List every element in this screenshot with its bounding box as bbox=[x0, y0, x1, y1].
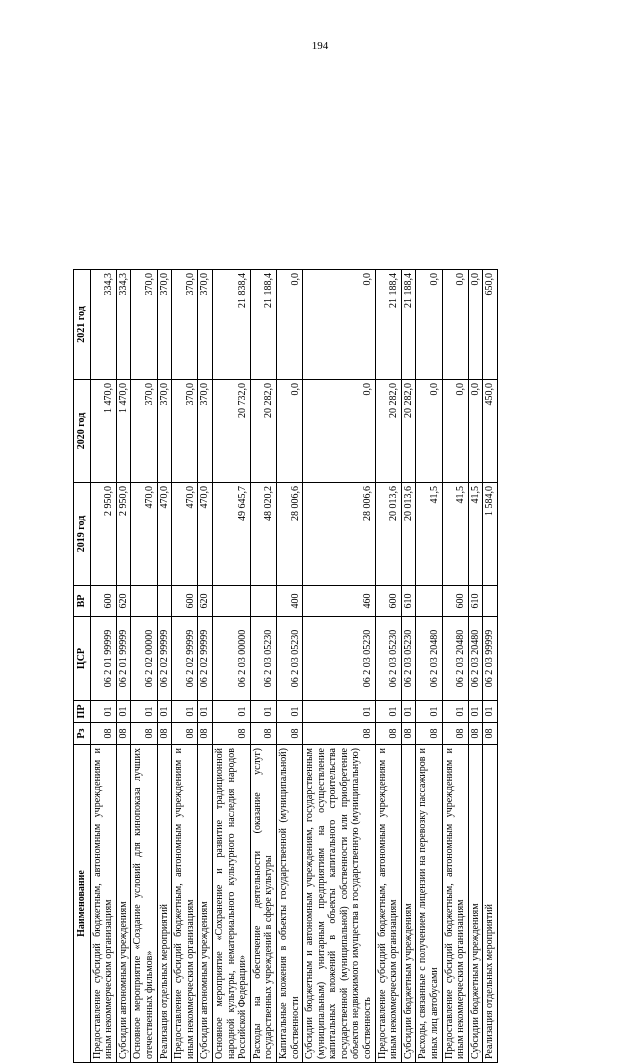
cell-name: Реализация отдельных мероприятий bbox=[157, 745, 172, 1063]
cell-name: Субсидии автономным учреждениям bbox=[116, 745, 131, 1063]
cell-csr: 06 2 02 99999 bbox=[157, 617, 172, 701]
cell-2019: 20 013,6 bbox=[375, 483, 401, 586]
cell-2021: 0,0 bbox=[468, 270, 483, 380]
cell-rz: 08 bbox=[416, 723, 442, 745]
table-row bbox=[131, 270, 157, 1063]
cell-pr: 01 bbox=[276, 701, 302, 723]
cell-2020: 20 282,0 bbox=[375, 380, 401, 483]
cell-csr: 06 2 02 99999 bbox=[172, 617, 198, 701]
cell-2021: 0,0 bbox=[276, 270, 302, 380]
cell-2021: 370,0 bbox=[157, 270, 172, 380]
cell-csr: 06 2 03 20480 bbox=[416, 617, 442, 701]
budget-table bbox=[73, 269, 498, 1063]
cell-rz: 08 bbox=[212, 723, 250, 745]
cell-2020: 370,0 bbox=[172, 380, 198, 483]
cell-2021: 370,0 bbox=[172, 270, 198, 380]
cell-2020: 0,0 bbox=[468, 380, 483, 483]
cell-2019: 470,0 bbox=[157, 483, 172, 586]
cell-2019: 470,0 bbox=[131, 483, 157, 586]
cell-2020: 0,0 bbox=[276, 380, 302, 483]
header-csr: ЦСР bbox=[74, 617, 91, 701]
cell-vr: 600 bbox=[90, 586, 116, 617]
cell-rz: 08 bbox=[157, 723, 172, 745]
cell-pr: 01 bbox=[90, 701, 116, 723]
cell-name: Предоставление субсидий бюджетным, автономным учреждениям и иным некоммерческим организациям bbox=[90, 745, 116, 1063]
cell-pr: 01 bbox=[442, 701, 468, 723]
cell-rz: 08 bbox=[172, 723, 198, 745]
cell-2020: 370,0 bbox=[198, 380, 213, 483]
cell-2019: 41,5 bbox=[442, 483, 468, 586]
cell-2021: 0,0 bbox=[442, 270, 468, 380]
cell-2020: 1 470,0 bbox=[90, 380, 116, 483]
cell-pr: 01 bbox=[250, 701, 276, 723]
cell-vr: 460 bbox=[303, 586, 376, 617]
cell-csr: 06 2 01 99999 bbox=[116, 617, 131, 701]
table-row bbox=[90, 270, 116, 1063]
cell-rz: 08 bbox=[131, 723, 157, 745]
cell-2020: 370,0 bbox=[131, 380, 157, 483]
cell-csr: 06 2 03 05230 bbox=[250, 617, 276, 701]
cell-name: Основное мероприятие «Сохранение и развитие традиционной народной культуры, нематериального культурного наследия народов Российской Федерации» bbox=[212, 745, 250, 1063]
cell-name: Основное мероприятие «Создание условий для кинопоказа лучших отечественных фильмов» bbox=[131, 745, 157, 1063]
table-row bbox=[116, 270, 131, 1063]
header-name: Наименование bbox=[74, 745, 91, 1063]
cell-2021: 370,0 bbox=[131, 270, 157, 380]
table-row bbox=[250, 270, 276, 1063]
cell-vr: 600 bbox=[375, 586, 401, 617]
cell-name: Реализация отдельных мероприятий bbox=[483, 745, 498, 1063]
cell-csr: 06 2 03 05230 bbox=[276, 617, 302, 701]
cell-pr: 01 bbox=[116, 701, 131, 723]
header-2021: 2021 год bbox=[74, 270, 91, 380]
cell-rz: 08 bbox=[401, 723, 416, 745]
header-2020: 2020 год bbox=[74, 380, 91, 483]
cell-2020: 0,0 bbox=[442, 380, 468, 483]
header-rz: Рз bbox=[74, 723, 91, 745]
cell-2021: 370,0 bbox=[198, 270, 213, 380]
cell-rz: 08 bbox=[483, 723, 498, 745]
table-header-row bbox=[74, 270, 91, 1063]
table-row bbox=[375, 270, 401, 1063]
cell-name: Субсидии бюджетным и автономным учреждениям, государственным (муниципальным) унитарным предприятиям на осуществление капитальных вложений в объекты капитального строительства государственной (муниципальной) собственности или приобретение объектов недвижимого имущества в государственную (муниципальную) собственность bbox=[303, 745, 376, 1063]
cell-csr: 06 2 03 05230 bbox=[401, 617, 416, 701]
cell-rz: 08 bbox=[303, 723, 376, 745]
cell-name: Предоставление субсидий бюджетным, автономным учреждениям и иным некоммерческим организациям bbox=[172, 745, 198, 1063]
cell-2021: 0,0 bbox=[303, 270, 376, 380]
cell-pr: 01 bbox=[401, 701, 416, 723]
cell-csr: 06 2 03 05230 bbox=[375, 617, 401, 701]
cell-vr: 620 bbox=[198, 586, 213, 617]
cell-vr: 610 bbox=[401, 586, 416, 617]
cell-2020: 20 732,0 bbox=[212, 380, 250, 483]
cell-rz: 08 bbox=[276, 723, 302, 745]
table-row bbox=[401, 270, 416, 1063]
cell-rz: 08 bbox=[468, 723, 483, 745]
cell-pr: 01 bbox=[483, 701, 498, 723]
cell-rz: 08 bbox=[442, 723, 468, 745]
cell-rz: 08 bbox=[90, 723, 116, 745]
page-number: 194 bbox=[311, 40, 329, 52]
cell-2021: 21 188,4 bbox=[375, 270, 401, 380]
table-row bbox=[172, 270, 198, 1063]
cell-vr bbox=[131, 586, 157, 617]
cell-rz: 08 bbox=[250, 723, 276, 745]
table-row bbox=[157, 270, 172, 1063]
cell-2019: 28 006,6 bbox=[303, 483, 376, 586]
cell-csr: 06 2 03 20480 bbox=[468, 617, 483, 701]
cell-pr: 01 bbox=[375, 701, 401, 723]
header-pr: ПР bbox=[74, 701, 91, 723]
cell-csr: 06 2 01 99999 bbox=[90, 617, 116, 701]
cell-2020: 0,0 bbox=[303, 380, 376, 483]
cell-2021: 21 838,4 bbox=[212, 270, 250, 380]
table-row bbox=[212, 270, 250, 1063]
cell-pr: 01 bbox=[157, 701, 172, 723]
cell-name: Капитальные вложения в объекты государственной (муниципальной) собственности bbox=[276, 745, 302, 1063]
table-row bbox=[303, 270, 376, 1063]
cell-name: Предоставление субсидий бюджетным, автономным учреждениям и иным некоммерческим организациям bbox=[375, 745, 401, 1063]
cell-csr: 06 2 02 00000 bbox=[131, 617, 157, 701]
cell-name: Субсидии бюджетным учреждениям bbox=[401, 745, 416, 1063]
cell-2021: 21 188,4 bbox=[250, 270, 276, 380]
cell-vr: 600 bbox=[442, 586, 468, 617]
cell-2020: 370,0 bbox=[157, 380, 172, 483]
cell-vr bbox=[483, 586, 498, 617]
table-row bbox=[416, 270, 442, 1063]
cell-2021: 334,3 bbox=[90, 270, 116, 380]
cell-csr: 06 2 02 99999 bbox=[198, 617, 213, 701]
cell-name: Расходы, связанные с получением лицензии на перевозку пассажиров и иных лиц автобусами bbox=[416, 745, 442, 1063]
cell-2019: 41,5 bbox=[416, 483, 442, 586]
cell-vr bbox=[157, 586, 172, 617]
table-body bbox=[90, 270, 497, 1063]
cell-2019: 28 006,6 bbox=[276, 483, 302, 586]
table-row bbox=[483, 270, 498, 1063]
cell-pr: 01 bbox=[198, 701, 213, 723]
cell-rz: 08 bbox=[116, 723, 131, 745]
cell-2020: 20 282,0 bbox=[250, 380, 276, 483]
cell-vr: 600 bbox=[172, 586, 198, 617]
cell-2019: 20 013,6 bbox=[401, 483, 416, 586]
cell-vr bbox=[212, 586, 250, 617]
cell-2021: 650,0 bbox=[483, 270, 498, 380]
cell-pr: 01 bbox=[416, 701, 442, 723]
cell-2020: 450,0 bbox=[483, 380, 498, 483]
cell-rz: 08 bbox=[375, 723, 401, 745]
cell-2019: 49 645,7 bbox=[212, 483, 250, 586]
cell-2019: 41,5 bbox=[468, 483, 483, 586]
table-row bbox=[468, 270, 483, 1063]
cell-name: Субсидии автономным учреждениям bbox=[198, 745, 213, 1063]
cell-name: Субсидии бюджетным учреждениям bbox=[468, 745, 483, 1063]
cell-2019: 470,0 bbox=[198, 483, 213, 586]
cell-name: Расходы на обеспечение деятельности (оказание услуг) государственных учреждений в сфере культуры bbox=[250, 745, 276, 1063]
cell-2021: 334,3 bbox=[116, 270, 131, 380]
cell-name: Предоставление субсидий бюджетным, автономным учреждениям и иным некоммерческим организациям bbox=[442, 745, 468, 1063]
cell-csr: 06 2 03 99999 bbox=[483, 617, 498, 701]
cell-pr: 01 bbox=[468, 701, 483, 723]
table-row bbox=[276, 270, 302, 1063]
cell-2020: 1 470,0 bbox=[116, 380, 131, 483]
cell-vr bbox=[416, 586, 442, 617]
rotated-table-container bbox=[73, 270, 498, 1063]
cell-vr: 610 bbox=[468, 586, 483, 617]
cell-csr: 06 2 03 20480 bbox=[442, 617, 468, 701]
header-vr: ВР bbox=[74, 586, 91, 617]
cell-2020: 0,0 bbox=[416, 380, 442, 483]
table-row bbox=[442, 270, 468, 1063]
cell-csr: 06 2 03 00000 bbox=[212, 617, 250, 701]
cell-2019: 1 584,0 bbox=[483, 483, 498, 586]
cell-pr: 01 bbox=[131, 701, 157, 723]
cell-2019: 470,0 bbox=[172, 483, 198, 586]
cell-2020: 20 282,0 bbox=[401, 380, 416, 483]
cell-pr: 01 bbox=[303, 701, 376, 723]
cell-2021: 21 188,4 bbox=[401, 270, 416, 380]
cell-2019: 2 950,0 bbox=[116, 483, 131, 586]
cell-vr: 400 bbox=[276, 586, 302, 617]
cell-pr: 01 bbox=[172, 701, 198, 723]
table-row bbox=[198, 270, 213, 1063]
cell-vr: 620 bbox=[116, 586, 131, 617]
header-2019: 2019 год bbox=[74, 483, 91, 586]
cell-2021: 0,0 bbox=[416, 270, 442, 380]
cell-rz: 08 bbox=[198, 723, 213, 745]
cell-2019: 2 950,0 bbox=[90, 483, 116, 586]
cell-2019: 48 020,2 bbox=[250, 483, 276, 586]
cell-pr: 01 bbox=[212, 701, 250, 723]
cell-vr bbox=[250, 586, 276, 617]
cell-csr: 06 2 03 05230 bbox=[303, 617, 376, 701]
